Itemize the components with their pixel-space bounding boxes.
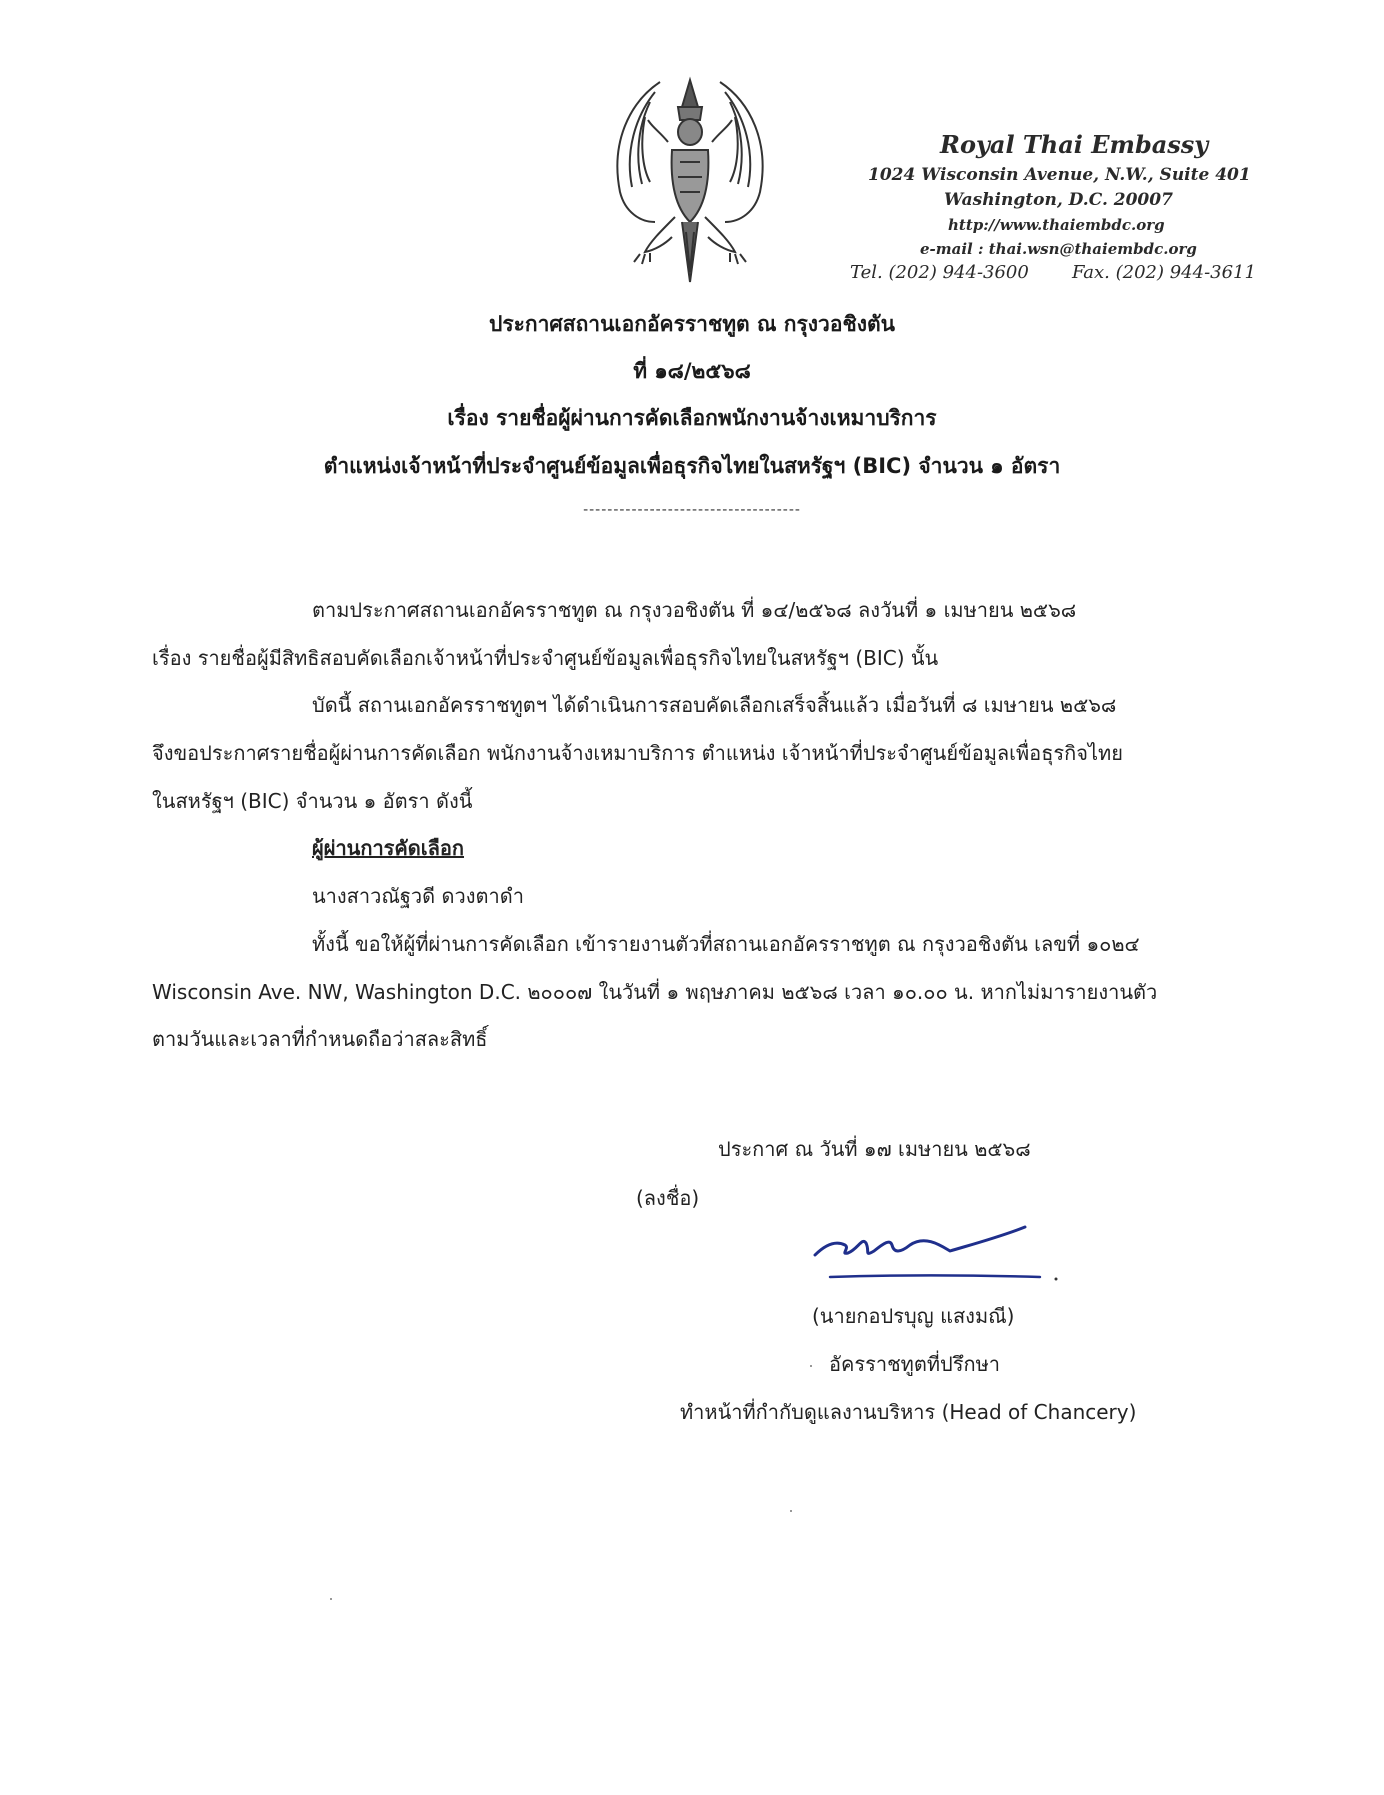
embassy-fax: Fax. (202) 944-3611 bbox=[1072, 262, 1256, 283]
paragraph-3-line-2: Wisconsin Ave. NW, Washington D.C. ๒๐๐๐๗ ในวันที่ ๑ พฤษภาคม ๒๕๖๘ เวลา ๑๐.๐๐ น. หากไม่มารายงานตัว bbox=[152, 980, 1158, 1004]
embassy-address-1: 1024 Wisconsin Avenue, N.W., Suite 401 bbox=[868, 165, 1251, 185]
selected-candidate-name: นางสาวณัฐวดี ดวงตาดำ bbox=[312, 884, 524, 908]
announcement-date: ประกาศ ณ วันที่ ๑๗ เมษายน ๒๕๖๘ bbox=[718, 1137, 1031, 1161]
announcement-subject: เรื่อง รายชื่อผู้ผ่านการคัดเลือกพนักงานจ้างเหมาบริการ bbox=[447, 406, 937, 430]
selected-candidates-heading: ผู้ผ่านการคัดเลือก bbox=[312, 836, 465, 860]
embassy-tel: Tel. (202) 944-3600 bbox=[850, 262, 1029, 283]
paragraph-2-line-1: บัดนี้ สถานเอกอัครราชทูตฯ ได้ดำเนินการสอบคัดเลือกเสร็จสิ้นแล้ว เมื่อวันที่ ๘ เมษายน ๒๕๖๘ bbox=[312, 693, 1117, 717]
embassy-email: e-mail : thai.wsn@thaiembdc.org bbox=[920, 240, 1197, 258]
paragraph-2-line-2: จึงขอประกาศรายชื่อผู้ผ่านการคัดเลือก พนักงานจ้างเหมาบริการ ตำแหน่ง เจ้าหน้าที่ประจำศูนย์ข้อมูลเพื่อธุรกิจไทย bbox=[152, 741, 1123, 765]
embassy-address-2: Washington, D.C. 20007 bbox=[944, 190, 1173, 210]
announcement-number: ที่ ๑๘/๒๕๖๘ bbox=[633, 359, 751, 383]
heading-divider: ------------------------------------ bbox=[583, 502, 801, 518]
signed-label: (ลงชื่อ) bbox=[636, 1186, 700, 1210]
embassy-website: http://www.thaiembdc.org bbox=[948, 216, 1165, 234]
signer-name: (นายกอปรบุญ แสงมณี) bbox=[812, 1304, 1015, 1328]
announcement-title: ประกาศสถานเอกอัครราชทูต ณ กรุงวอชิงตัน bbox=[489, 312, 895, 336]
paragraph-3-line-1: ทั้งนี้ ขอให้ผู้ที่ผ่านการคัดเลือก เข้ารายงานตัวที่สถานเอกอัครราชทูต ณ กรุงวอชิงตัน เลขที่ ๑๐๒๔ bbox=[312, 932, 1140, 956]
scan-speck bbox=[790, 1510, 792, 1512]
paragraph-2-line-3: ในสหรัฐฯ (BIC) จำนวน ๑ อัตรา ดังนี้ bbox=[152, 789, 473, 813]
embassy-name: Royal Thai Embassy bbox=[940, 130, 1209, 159]
paragraph-3-line-3: ตามวันและเวลาที่กำหนดถือว่าสละสิทธิ์ bbox=[152, 1027, 488, 1051]
garuda-emblem bbox=[590, 72, 790, 292]
signer-title: อัครราชทูตที่ปรึกษา bbox=[829, 1352, 1000, 1376]
scan-speck bbox=[330, 1598, 332, 1600]
announcement-position: ตำแหน่งเจ้าหน้าที่ประจำศูนย์ข้อมูลเพื่อธุรกิจไทยในสหรัฐฯ (BIC) จำนวน ๑ อัตรา bbox=[323, 454, 1061, 478]
scan-speck bbox=[810, 1365, 812, 1367]
signer-role: ทำหน้าที่กำกับดูแลงานบริหาร (Head of Chancery) bbox=[680, 1400, 1137, 1424]
paragraph-1-line-1: ตามประกาศสถานเอกอัครราชทูต ณ กรุงวอชิงตัน ที่ ๑๔/๒๕๖๘ ลงวันที่ ๑ เมษายน ๒๕๖๘ bbox=[312, 598, 1077, 622]
handwritten-signature bbox=[800, 1215, 1070, 1285]
paragraph-1-line-2: เรื่อง รายชื่อผู้มีสิทธิสอบคัดเลือกเจ้าหน้าที่ประจำศูนย์ข้อมูลเพื่อธุรกิจไทยในสหรัฐฯ (BIC) นั้น bbox=[152, 646, 939, 670]
